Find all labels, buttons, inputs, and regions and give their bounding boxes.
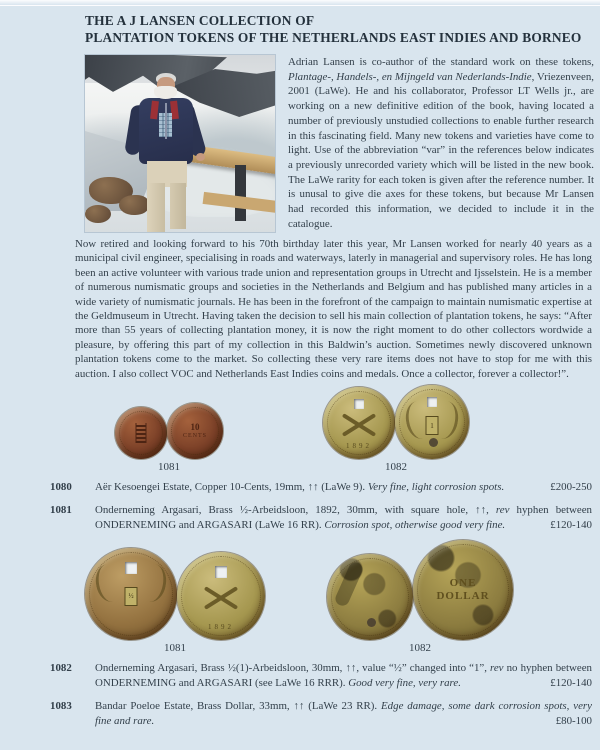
coin-images: [115, 403, 223, 459]
plate-label: 1081: [158, 461, 180, 474]
title-line-2: PLANTATION TOKENS OF THE NETHERLANDS EAST INDIES AND BORNEO: [85, 30, 582, 45]
photo-man-figure: [127, 73, 217, 232]
dollar-token-reverse: [413, 540, 513, 640]
brass-token-wreath: [395, 385, 469, 459]
plate-label: 1082: [409, 642, 431, 655]
intro-paragraph: Adrian Lansen is co-author of the standard work on these tokens, Plantage-, Handels-, en Mijngeld van Nederlands-Indie, Vriezenveen, 2001 (LaWe). He and his collaborator, Professor LT Wells jr., are working on a new definitive edition of the book, having located a number of previously unstudied collections to enable further research in this fascinating field. Many new tokens and varieties have come to light. Use of the abbreviation “var” in the references below indicates a previously unrecorded variety which will be listed in the new book. The LaWe rarity for each token is given after the reference number. It is unusal to give die axes for these tokens, but because Mr Lansen had recorded this information, we decided to include it in the catalogue.: [288, 56, 594, 230]
coin-value-text: 10 CENTS: [182, 421, 207, 439]
photo-rock: [85, 205, 111, 223]
title-line-1: THE A J LANSEN COLLECTION OF: [85, 13, 315, 28]
brass-token-pickaxes: [323, 387, 395, 459]
page-title: [85, 12, 592, 46]
photo-jacket-zipper: [165, 103, 167, 139]
brass-token-pickaxes: [177, 552, 265, 640]
lot-description: [95, 661, 592, 690]
lot-entry-1083: [50, 699, 592, 728]
dollar-token-obverse: [327, 554, 413, 640]
corrosion-spot: [367, 618, 376, 627]
lot-estimate: £120-140: [544, 518, 592, 532]
lot-description: [95, 480, 592, 494]
lot-description: [95, 699, 592, 728]
token-pair-argasari: [85, 548, 265, 654]
coin-images: [327, 540, 513, 640]
plate-label: 1081: [164, 642, 186, 655]
lot-description-text: Bandar Poeloe Estate, Brass Dollar, 33mm, ↑↑ (LaWe 23 RR). Edge damage, some dark corrosion spots, very fine and rare.: [95, 700, 592, 727]
coin-date: 1892: [346, 442, 372, 451]
lot-number: 1083: [50, 700, 72, 713]
value-plaque: ½: [125, 587, 138, 606]
coin-center-glyph: [136, 423, 147, 443]
coin-value-text: ONE DOLLAR: [436, 577, 490, 603]
token-images-row-2: [0, 540, 600, 654]
value-plaque: 1: [426, 416, 439, 435]
coin-images: [85, 548, 265, 640]
plate-label: 1082: [385, 461, 407, 474]
photo-man-leg: [170, 183, 186, 229]
page-top-edge: [0, 0, 600, 6]
lot-estimate: £80-100: [550, 714, 592, 728]
lot-estimate: £120-140: [544, 676, 592, 690]
lot-number: 1082: [50, 662, 72, 675]
lot-estimate: £200-250: [544, 480, 592, 494]
biography-paragraph: Now retired and looking forward to his 70th birthday later this year, Mr Lansen worked for nearly 40 years as a municipal civil engineer, specialising in roads and waterways, laterly in managerial and supervisory roles. He has long been an active volunteer with various trade union and representation groups in Utrecht and Ijsselstein. He is a member of numerous numismatic groups and societies in the Netherlands and Belgium and has published many articles in a wide variety of numismatic journals. He has been in the forefront of the campaign to maintain numismatic expertise at the Geldmuseum in Utrecht. Having taken the decision to sell his main collection of plantation tokens, he says: “After more than 55 years of collecting plantation money, it is now the right moment to do other collectors wordwide a pleasure, by offering this part of my collection in this Baldwin’s auction. Sometimes newly discovered unknown plantation tokens come to the market. So collecting these very rare items does not have to stop for me with this auction. I also collect VOC and Netherlands East Indies coins and medals. Once a collector, forever a collector!”.: [75, 238, 592, 380]
lot-entry-1081: [50, 503, 592, 532]
lot-description-text: Onderneming Argasari, Brass ½-Arbeidsloon, 1892, 30mm, with square hole, ↑↑, rev hyphen between ONDERNEMING and ARGASARI (LaWe 16 RR). Corrosion spot, otherwise good very fine.: [95, 504, 592, 531]
copper-token-reverse: [167, 403, 223, 459]
lot-number: 1080: [50, 481, 72, 494]
copper-token-obverse: [115, 407, 167, 459]
wreath-branch: [93, 562, 126, 604]
lot-entry-1082: [50, 661, 592, 690]
coin-date: 1892: [208, 623, 234, 632]
token-images-row-1: [0, 385, 600, 473]
lot-description: [95, 503, 592, 532]
square-hole: [354, 399, 364, 409]
token-pair-brass: [323, 385, 469, 473]
wreath-branch: [136, 562, 169, 604]
lansen-photo: [85, 55, 275, 232]
token-pair-copper: [115, 403, 223, 473]
photo-railing-post: [235, 165, 246, 221]
square-hole: [215, 566, 227, 578]
photo-man-hand: [196, 153, 205, 161]
photo-man-beard: [154, 86, 177, 99]
lot-description-text: Aër Kesoengei Estate, Copper 10-Cents, 19mm, ↑↑ (LaWe 9). Very fine, light corrosion spots.: [95, 481, 505, 494]
token-pair-dollar: [327, 540, 513, 654]
bronze-token-wreath: [85, 548, 177, 640]
photo-man-leg: [147, 183, 165, 232]
lot-number: 1081: [50, 504, 72, 517]
square-hole: [125, 562, 137, 574]
intro-section: [85, 55, 594, 232]
coin-images: [323, 385, 469, 459]
lot-description-text: Onderneming Argasari, Brass ½(1)-Arbeidsloon, 30mm, ↑↑, value “½” changed into “1”, rev no hyphen between ONDERNEMING and ARGASARI (see LaWe 16 RRR). Good very fine, very rare.: [95, 662, 592, 689]
lot-entry-1080: [50, 480, 592, 494]
corrosion-spot: [429, 438, 438, 447]
corrosion-streak: [334, 560, 365, 608]
